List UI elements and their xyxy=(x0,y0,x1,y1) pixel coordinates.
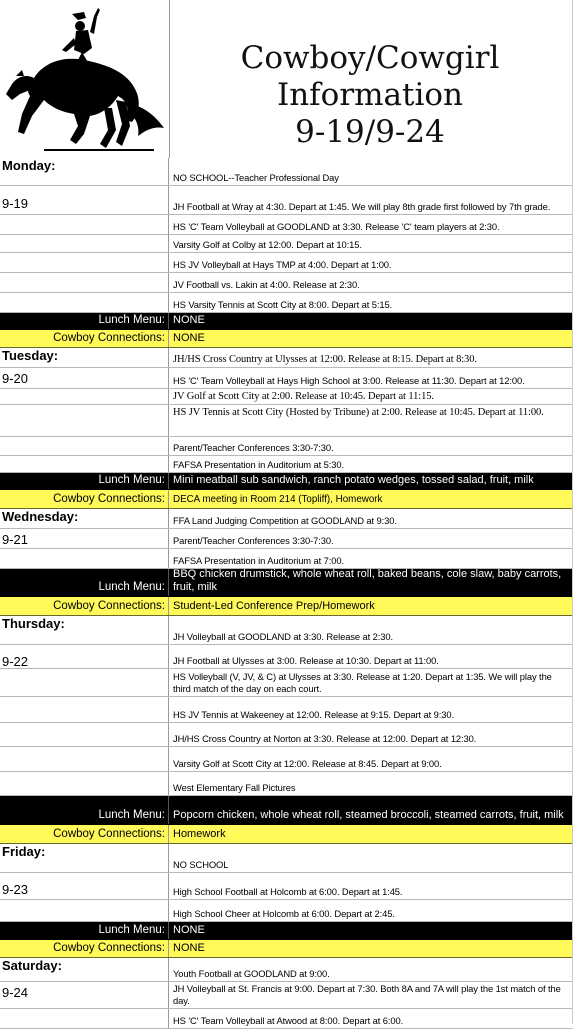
day-date: 9-24 xyxy=(2,985,29,1000)
column-divider xyxy=(169,0,170,158)
event-text: FFA Land Judging Competition at GOODLAND at 9:30. xyxy=(173,514,397,526)
event-row xyxy=(0,982,573,1009)
event-cell xyxy=(170,456,573,472)
event-cell xyxy=(170,273,573,292)
day-cell xyxy=(0,958,169,981)
connections-label-cell xyxy=(0,330,169,347)
event-cell xyxy=(170,549,573,568)
lunch-menu-row xyxy=(0,473,573,490)
day-name: Friday: xyxy=(2,844,46,859)
event-cell xyxy=(170,186,573,214)
event-row xyxy=(0,234,573,253)
event-text: HS 'C' Team Volleyball at Atwood at 8:00. Depart at 6:00. xyxy=(173,1014,404,1026)
lunch-menu-label: Lunch Menu: xyxy=(98,581,165,593)
lunch-menu-row xyxy=(0,796,573,825)
day-cell xyxy=(0,669,169,696)
cowboy-connections-value: NONE xyxy=(173,942,205,954)
day-name: Saturday: xyxy=(2,958,62,973)
day-cell xyxy=(0,697,169,722)
lunch-menu-value: Popcorn chicken, whole wheat roll, steamed broccoli, steamed carrots, fruit, milk xyxy=(173,809,564,821)
event-cell xyxy=(170,873,573,899)
cowboy-connections-label: Cowboy Connections: xyxy=(53,332,165,344)
day-date: 9-23 xyxy=(2,882,29,897)
event-row xyxy=(0,158,573,186)
event-cell xyxy=(170,844,573,872)
lunch-menu-value: BBQ chicken drumstick, whole wheat roll, baked beans, cole slaw, baby carrots, fruit, milk xyxy=(173,568,562,593)
lunch-value-cell xyxy=(170,313,573,329)
event-text: JV Golf at Scott City at 2:00. Release at 10:45. Depart at 11:15. xyxy=(173,390,434,402)
event-row xyxy=(0,645,573,669)
event-text: JV Football vs. Lakin at 4:00. Release at 2:30. xyxy=(173,278,360,290)
event-cell xyxy=(170,1009,573,1028)
event-row xyxy=(0,958,573,982)
cowboy-connections-label: Cowboy Connections: xyxy=(53,828,165,840)
event-text: HS JV Volleyball at Hays TMP at 4:00. Depart at 1:00. xyxy=(173,258,392,270)
event-cell xyxy=(170,509,573,528)
event-row xyxy=(0,844,573,873)
event-row xyxy=(0,873,573,900)
event-text: FAFSA Presentation in Auditorium at 7:00. xyxy=(173,554,344,566)
connections-label-cell xyxy=(0,940,169,957)
event-row xyxy=(0,456,573,473)
event-cell xyxy=(170,645,573,668)
event-cell xyxy=(170,529,573,548)
lunch-label-cell xyxy=(0,922,169,939)
lunch-menu-row xyxy=(0,313,573,330)
lunch-value-cell xyxy=(170,569,573,596)
event-text: Youth Football at GOODLAND at 9:00. xyxy=(173,967,330,979)
day-date: 9-19 xyxy=(2,196,29,211)
day-cell xyxy=(0,509,169,528)
event-text: HS 'C' Team Volleyball at GOODLAND at 3:30. Release 'C' team players at 2:30. xyxy=(173,220,500,232)
day-cell xyxy=(0,273,169,292)
day-cell xyxy=(0,1009,169,1028)
event-cell xyxy=(170,234,573,252)
day-cell xyxy=(0,549,169,568)
event-row xyxy=(0,437,573,456)
cowboy-connections-label: Cowboy Connections: xyxy=(53,493,165,505)
event-row xyxy=(0,1009,573,1029)
cowboy-connections-value: DECA meeting in Room 214 (Topliff), Homework xyxy=(173,494,383,505)
event-text: West Elementary Fall Pictures xyxy=(173,781,296,793)
event-text: Parent/Teacher Conferences 3:30-7:30. xyxy=(173,534,334,546)
event-text: JH/HS Cross Country at Ulysses at 12:00. Release at 8:15. Depart at 8:30. xyxy=(173,353,477,365)
event-cell xyxy=(170,616,573,644)
connections-label-cell xyxy=(0,597,169,615)
connections-value-cell xyxy=(170,490,573,508)
day-cell xyxy=(0,234,169,252)
day-cell xyxy=(0,616,169,644)
event-row xyxy=(0,389,573,405)
event-text: High School Football at Holcomb at 6:00. Depart at 1:45. xyxy=(173,885,403,897)
event-cell xyxy=(170,747,573,771)
event-cell xyxy=(170,772,573,795)
event-cell xyxy=(170,437,573,455)
event-text: Varsity Golf at Colby at 12:00. Depart at 10:15. xyxy=(173,238,362,250)
day-cell xyxy=(0,405,169,436)
event-cell xyxy=(170,253,573,272)
day-cell xyxy=(0,772,169,795)
title-line-1: Cowboy/Cowgirl xyxy=(240,40,500,76)
event-row xyxy=(0,368,573,389)
day-date: 9-21 xyxy=(2,532,29,547)
cowboy-connections-row xyxy=(0,597,573,616)
day-cell xyxy=(0,844,169,872)
event-text: JH Football at Ulysses at 3:00. Release at 10:30. Depart at 11:00. xyxy=(173,654,439,666)
connections-value-cell xyxy=(170,330,573,347)
event-text: JH/HS Cross Country at Norton at 3:30. Release at 12:00. Depart at 12:30. xyxy=(173,732,477,744)
event-row xyxy=(0,509,573,529)
event-text: NO SCHOOL xyxy=(173,858,229,870)
day-cell xyxy=(0,293,169,312)
connections-value-cell xyxy=(170,597,573,615)
day-name: Tuesday: xyxy=(2,348,59,363)
event-row xyxy=(0,253,573,273)
event-text: High School Cheer at Holcomb at 6:00. Depart at 2:45. xyxy=(173,907,395,919)
day-cell xyxy=(0,437,169,455)
event-cell xyxy=(170,723,573,746)
lunch-menu-label: Lunch Menu: xyxy=(98,924,165,936)
event-text: HS Varsity Tennis at Scott City at 8:00. Depart at 5:15. xyxy=(173,298,393,310)
day-cell xyxy=(0,723,169,746)
event-row xyxy=(0,405,573,437)
bucking-bronco-logo xyxy=(4,4,168,152)
day-name: Thursday: xyxy=(2,616,65,631)
event-text: FAFSA Presentation in Auditorium at 5:30. xyxy=(173,458,344,470)
day-name: Wednesday: xyxy=(2,509,79,524)
event-cell xyxy=(170,669,573,696)
cowboy-connections-row xyxy=(0,825,573,844)
event-text: JH Football at Wray at 4:30. Depart at 1:45. We will play 8th grade first followed by 7th grade. xyxy=(173,200,551,212)
event-text: HS Volleyball (V, JV, & C) at Ulysses at 3:30. Release at 1:20. Depart at 1:35. We will play the third match of the day on each court. xyxy=(173,671,552,694)
event-row xyxy=(0,529,573,549)
lunch-value-cell xyxy=(170,922,573,939)
day-cell xyxy=(0,158,169,185)
cowboy-connections-value: Homework xyxy=(173,828,226,840)
event-row xyxy=(0,186,573,215)
event-row xyxy=(0,273,573,293)
day-date: 9-22 xyxy=(2,654,29,669)
event-text: Varsity Golf at Scott City at 12:00. Release at 8:45. Depart at 9:00. xyxy=(173,757,442,769)
day-cell xyxy=(0,253,169,272)
event-cell xyxy=(170,982,573,1008)
event-cell xyxy=(170,348,573,367)
day-cell xyxy=(0,456,169,472)
event-row xyxy=(0,616,573,645)
day-cell xyxy=(0,529,169,548)
cowboy-connections-row xyxy=(0,490,573,509)
day-cell xyxy=(0,348,169,367)
event-cell xyxy=(170,368,573,388)
day-cell xyxy=(0,982,169,1008)
event-text: NO SCHOOL--Teacher Professional Day xyxy=(173,171,339,183)
event-row xyxy=(0,669,573,697)
lunch-label-cell xyxy=(0,473,169,489)
event-cell xyxy=(170,293,573,312)
event-row xyxy=(0,549,573,569)
lunch-label-cell xyxy=(0,569,169,596)
event-text: HS JV Tennis at Wakeeney at 12:00. Release at 9:15. Depart at 9:30. xyxy=(173,708,454,720)
cowboy-connections-row xyxy=(0,330,573,348)
event-row xyxy=(0,747,573,772)
lunch-label-cell xyxy=(0,796,169,824)
cowboy-connections-value: Student-Led Conference Prep/Homework xyxy=(173,600,375,612)
lunch-label-cell xyxy=(0,313,169,329)
day-cell xyxy=(0,747,169,771)
event-cell xyxy=(170,158,573,185)
cowboy-connections-value: NONE xyxy=(173,332,205,344)
lunch-value-cell xyxy=(170,473,573,489)
event-text: HS JV Tennis at Scott City (Hosted by Tribune) at 2:00. Release at 10:45. Depart at 11:00. xyxy=(173,407,544,418)
event-row xyxy=(0,723,573,747)
event-row xyxy=(0,900,573,922)
cowboy-connections-label: Cowboy Connections: xyxy=(53,942,165,954)
connections-value-cell xyxy=(170,825,573,843)
day-name: Monday: xyxy=(2,158,56,173)
event-row xyxy=(0,772,573,796)
event-row xyxy=(0,293,573,313)
title-line-3: 9-19/9-24 xyxy=(295,114,445,150)
event-cell xyxy=(170,405,573,436)
lunch-menu-value: Mini meatball sub sandwich, ranch potato wedges, tossed salad, fruit, milk xyxy=(173,474,534,486)
lunch-menu-value: NONE xyxy=(173,314,205,326)
lunch-menu-label: Lunch Menu: xyxy=(98,474,165,486)
event-row xyxy=(0,215,573,235)
connections-label-cell xyxy=(0,490,169,508)
day-cell xyxy=(0,873,169,899)
lunch-value-cell xyxy=(170,796,573,824)
event-cell xyxy=(170,697,573,722)
lunch-menu-row xyxy=(0,569,573,597)
lunch-menu-value: NONE xyxy=(173,924,205,936)
day-cell xyxy=(0,900,169,921)
lunch-menu-row xyxy=(0,922,573,940)
event-text: HS 'C' Team Volleyball at Hays High School at 3:00. Release at 11:30. Depart at 12:00. xyxy=(173,374,525,386)
lunch-menu-label: Lunch Menu: xyxy=(98,314,165,326)
day-cell xyxy=(0,368,169,388)
event-text: JH Volleyball at St. Francis at 9:00. Depart at 7:30. Both 8A and 7A will play the 1st match of the day. xyxy=(173,983,561,1006)
title-line-2: Information xyxy=(276,77,464,113)
day-cell xyxy=(0,389,169,404)
event-cell xyxy=(170,389,573,404)
connections-label-cell xyxy=(0,825,169,843)
day-cell xyxy=(0,186,169,214)
day-cell xyxy=(0,215,169,234)
cowboy-connections-label: Cowboy Connections: xyxy=(53,600,165,612)
event-cell xyxy=(170,900,573,921)
event-text: JH Volleyball at GOODLAND at 3:30. Release at 2:30. xyxy=(173,630,394,642)
event-row xyxy=(0,348,573,368)
cowboy-connections-row xyxy=(0,940,573,958)
page-title xyxy=(170,40,570,151)
day-cell xyxy=(0,645,169,668)
event-row xyxy=(0,697,573,723)
lunch-menu-label: Lunch Menu: xyxy=(98,809,165,821)
event-cell xyxy=(170,958,573,981)
event-text: Parent/Teacher Conferences 3:30-7:30. xyxy=(173,441,334,453)
day-date: 9-20 xyxy=(2,371,29,386)
connections-value-cell xyxy=(170,940,573,957)
event-cell xyxy=(170,215,573,234)
header xyxy=(0,0,573,158)
